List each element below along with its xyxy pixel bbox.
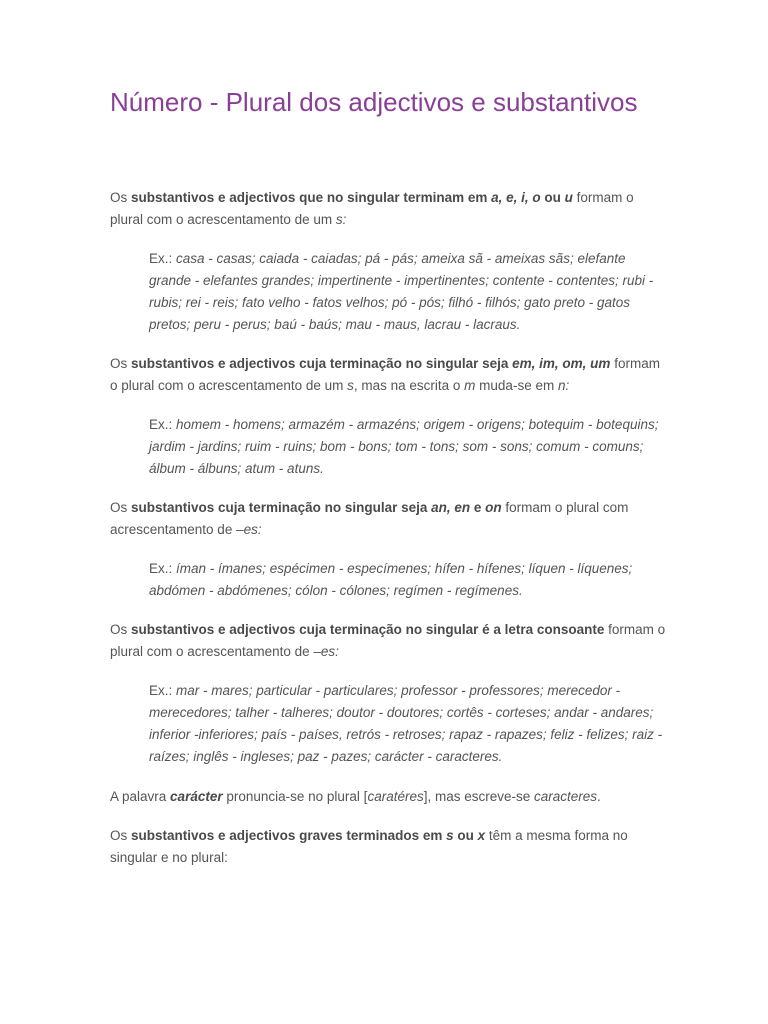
example-block-1 xyxy=(149,248,669,336)
italic-run: es: xyxy=(320,644,339,659)
text-run: formam o plural com o acrescentamento de um xyxy=(110,356,660,393)
rule-paragraph-2 xyxy=(110,353,670,397)
bold-italic-run: x xyxy=(477,828,486,843)
bold-italic-run: em, im, om, um xyxy=(512,356,611,371)
page-title: Número - Plural dos adjectivos e substantivos xyxy=(110,87,638,117)
text-run: têm a mesma forma no singular e no plural: xyxy=(110,828,628,865)
bold-italic-run: u xyxy=(564,190,573,205)
italic-run: m xyxy=(464,378,476,393)
italic-run: s xyxy=(347,378,354,393)
bold-run: substantivos cuja terminação no singular seja xyxy=(131,500,432,515)
text-run: Os xyxy=(110,828,132,843)
italic-run: caracteres xyxy=(534,789,598,804)
bold-run: substantivos e adjectivos cuja terminação no singular seja xyxy=(131,356,513,371)
example-lead: Ex.: xyxy=(149,561,177,576)
bold-run: ou xyxy=(453,828,478,843)
example-lead: Ex.: xyxy=(149,251,177,266)
rule-paragraph-1 xyxy=(110,187,670,231)
bold-italic-run: carácter xyxy=(170,789,223,804)
text-run: A palavra xyxy=(110,789,171,804)
rule-paragraph-5 xyxy=(110,825,670,869)
example-block-3 xyxy=(149,558,669,602)
example-text: mar - mares; particular - particulares; professor - professores; merecedor - merecedores; talher - talheres; doutor - doutores; cortês - corteses; andar - andares; inferior -inferiores; país - países, retrós - retroses; rapaz - rapazes; feliz - felizes; raiz - raízes; inglês - ingleses; paz - pazes; carácter - caracteres. xyxy=(149,683,663,764)
text-run: Os xyxy=(110,500,132,515)
bold-italic-run: an, en xyxy=(431,500,471,515)
text-run: formam o plural com o acrescentamento de um xyxy=(110,190,634,227)
example-text: casa - casas; caiada - caiadas; pá - pás; ameixa sã - ameixas sãs; elefante grande - elefantes grandes; impertinente - impertinentes; contente - contentes; rubi - rubis; rei - reis; fato velho - fatos velhos; pó - pós; filhó - filhós; gato preto - gatos pretos; peru - perus; baú - baús; mau - maus, lacrau - lacraus. xyxy=(149,251,654,332)
text-run: . xyxy=(597,789,601,804)
text-run: ], mas escreve-se xyxy=(423,789,534,804)
example-lead: Ex.: xyxy=(149,417,177,432)
example-text: homem - homens; armazém - armazéns; origem - origens; botequim - botequins; jardim - jardins; ruim - ruins; bom - bons; tom - tons; som - sons; comum - comuns; álbum - álbuns; atum - atuns. xyxy=(149,417,659,476)
bold-run: substantivos e adjectivos que no singular terminam em xyxy=(131,190,492,205)
bold-italic-run: on xyxy=(485,500,502,515)
bold-run: substantivos e adjectivos cuja terminação no singular é a letra consoante xyxy=(131,622,605,637)
text-run: , mas na escrita o xyxy=(353,378,465,393)
text-run: Os xyxy=(110,356,132,371)
italic-run: es: xyxy=(243,522,262,537)
example-block-2 xyxy=(149,414,669,480)
example-lead: Ex.: xyxy=(149,683,177,698)
note-paragraph xyxy=(110,786,670,808)
example-text: íman - ímanes; espécimen - especímenes; hífen - hífenes; líquen - líquenes; abdómen - abdómenes; cólon - cólones; regímen - regímenes. xyxy=(149,561,633,598)
bold-italic-run: s xyxy=(446,828,454,843)
text-run: formam o plural com o acrescentamento de – xyxy=(110,622,666,659)
rule-paragraph-3 xyxy=(110,497,670,541)
text-run: Os xyxy=(110,622,132,637)
bold-run: ou xyxy=(540,190,565,205)
text-run: formam o plural com acrescentamento de – xyxy=(110,500,629,537)
italic-run: n: xyxy=(557,378,570,393)
bold-italic-run: a, e, i, o xyxy=(491,190,541,205)
bold-run: e xyxy=(470,500,486,515)
example-block-4 xyxy=(149,680,669,768)
bold-run: substantivos e adjectivos graves terminados em xyxy=(131,828,447,843)
rule-paragraph-4 xyxy=(110,619,670,663)
italic-run: s: xyxy=(335,212,347,227)
text-run: Os xyxy=(110,190,132,205)
text-run: pronuncia-se no plural [ xyxy=(222,789,368,804)
text-run: muda-se em xyxy=(475,378,558,393)
italic-run: caratéres xyxy=(367,789,424,804)
